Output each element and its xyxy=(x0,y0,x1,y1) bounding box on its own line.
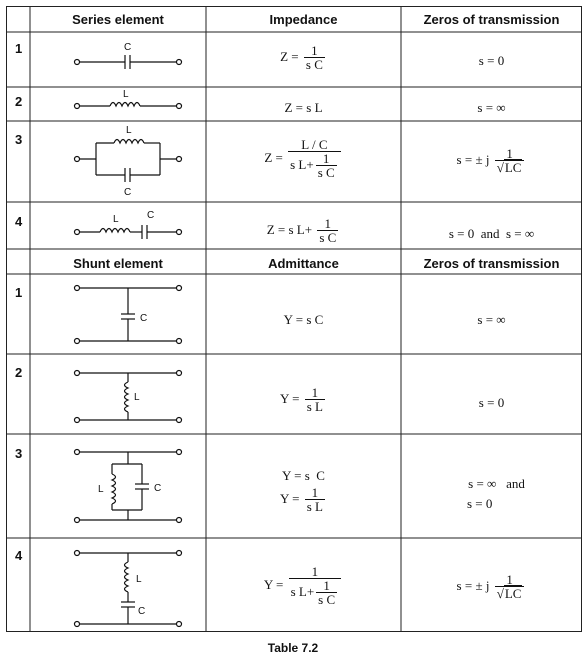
impedance-fraction xyxy=(317,217,338,245)
impedance-prefix: Z = xyxy=(280,48,299,64)
shunt-row-3-zero xyxy=(401,476,582,512)
parallel-inductor-label: L xyxy=(126,125,132,136)
zero-prefix: s = ± j xyxy=(456,151,490,167)
shunt-row-3-number: 3 xyxy=(15,446,23,461)
zero-line-1: s = ∞ and xyxy=(468,476,525,491)
shunt-row-4-admittance xyxy=(206,565,401,607)
impedance-prefix: Z = s L+ xyxy=(266,221,313,237)
impedance-fraction xyxy=(304,44,325,72)
series-header-element: Series element xyxy=(72,12,164,27)
series-header-impedance: Impedance xyxy=(269,12,338,27)
zero-numerator: 1 xyxy=(506,572,513,587)
fraction-numerator: 1 xyxy=(311,43,318,58)
series-lc-inductor-label: L xyxy=(113,214,119,225)
shunt-series-lc-diagram xyxy=(30,538,206,632)
inner-numerator: 1 xyxy=(322,151,330,166)
series-row-3-number: 3 xyxy=(15,132,23,147)
inductor-label: L xyxy=(123,89,129,100)
series-row-3-zero xyxy=(401,147,582,175)
zero-prefix: s = ± j xyxy=(456,577,490,593)
fraction-denominator: s C xyxy=(319,230,337,245)
series-lc-diagram xyxy=(30,202,206,249)
shunt-row-2-number: 2 xyxy=(15,365,23,380)
inner-fraction xyxy=(316,152,337,180)
series-row-2-number: 2 xyxy=(15,94,23,109)
series-row-1-number: 1 xyxy=(15,41,23,56)
series-row-4-number: 4 xyxy=(15,214,23,229)
admittance-prefix: Y = xyxy=(280,390,300,406)
fraction-numerator: 1 xyxy=(311,485,319,500)
fraction-denominator xyxy=(289,578,342,607)
zero-fraction xyxy=(495,147,525,175)
shunt-capacitor-label: C xyxy=(140,313,148,324)
series-inductor-diagram xyxy=(30,87,206,121)
denominator-prefix: s L+ xyxy=(290,156,314,172)
zero-line-2: s = 0 xyxy=(467,496,493,511)
admittance-fraction xyxy=(289,565,342,607)
shunt-row-2-admittance xyxy=(206,386,401,414)
shunt-parallel-lc-diagram xyxy=(30,434,206,538)
series-row-2-zero: s = ∞ xyxy=(477,100,506,115)
series-row-4-zero: s = 0 and s = ∞ xyxy=(448,226,535,241)
series-row-1-zero: s = 0 xyxy=(478,53,505,68)
inner-denominator: s C xyxy=(317,165,335,180)
shunt-row-4-number: 4 xyxy=(15,548,23,563)
series-parallel-lc-diagram xyxy=(30,121,206,202)
shunt-series-capacitor-label: C xyxy=(138,606,146,617)
series-lc-capacitor-label: C xyxy=(147,210,155,221)
impedance-prefix: Z = xyxy=(264,149,283,165)
shunt-header-element: Shunt element xyxy=(73,256,163,271)
fraction-denominator xyxy=(288,151,341,180)
series-header-zeros: Zeros of transmission xyxy=(423,12,560,27)
admittance-line-1: Y = s C xyxy=(282,468,325,483)
shunt-row-3-admittance xyxy=(206,468,401,514)
table-caption: Table 7.2 xyxy=(267,641,319,655)
fraction-denominator: s C xyxy=(305,57,323,72)
fraction-numerator: L / C xyxy=(301,137,328,152)
zero-numerator: 1 xyxy=(506,146,513,161)
inner-numerator: 1 xyxy=(323,578,330,593)
zero-denominator: √LC xyxy=(495,160,525,175)
shunt-row-4-zero xyxy=(401,573,582,601)
fraction-denominator: s L xyxy=(306,399,323,414)
series-row-3-impedance xyxy=(206,138,401,180)
shunt-capacitor-diagram xyxy=(30,274,206,354)
admittance-fraction xyxy=(305,386,325,414)
series-row-4-impedance xyxy=(206,217,401,245)
admittance-prefix: Y = xyxy=(280,490,300,506)
parallel-capacitor-label: C xyxy=(124,187,132,198)
zero-denominator: √LC xyxy=(495,586,525,601)
admittance-prefix: Y = xyxy=(263,576,284,592)
shunt-row-2-zero: s = 0 xyxy=(478,395,505,410)
inner-denominator: s C xyxy=(318,592,336,607)
shunt-header-admittance: Admittance xyxy=(268,256,339,271)
series-row-1-impedance xyxy=(206,44,401,72)
impedance-fraction xyxy=(288,138,341,180)
series-row-2-impedance: Z = s L xyxy=(284,100,323,115)
fraction-denominator: s L xyxy=(306,499,323,514)
zero-fraction xyxy=(495,573,525,601)
shunt-series-inductor-label: L xyxy=(136,574,142,585)
denominator-prefix: s L+ xyxy=(290,583,315,599)
shunt-parallel-inductor-label: L xyxy=(98,484,104,495)
fraction-numerator: 1 xyxy=(324,216,332,231)
shunt-parallel-capacitor-label: C xyxy=(154,483,162,494)
shunt-inductor-diagram xyxy=(30,354,206,434)
fraction-numerator: 1 xyxy=(311,564,319,579)
shunt-row-1-zero: s = ∞ xyxy=(477,312,506,327)
table-7-2 xyxy=(6,6,582,632)
shunt-inductor-label: L xyxy=(134,392,140,403)
sqrt-radicand: LC xyxy=(504,586,522,601)
admittance-fraction xyxy=(305,486,325,514)
inner-fraction xyxy=(316,579,337,607)
fraction-numerator: 1 xyxy=(311,385,319,400)
series-capacitor-diagram xyxy=(30,32,206,87)
sqrt-radicand: LC xyxy=(504,160,522,175)
shunt-header-zeros: Zeros of transmission xyxy=(423,256,560,271)
admittance-line-2 xyxy=(206,486,401,514)
shunt-row-1-admittance: Y = s C xyxy=(283,312,324,327)
shunt-row-1-number: 1 xyxy=(15,285,23,300)
capacitor-label: C xyxy=(124,42,132,53)
